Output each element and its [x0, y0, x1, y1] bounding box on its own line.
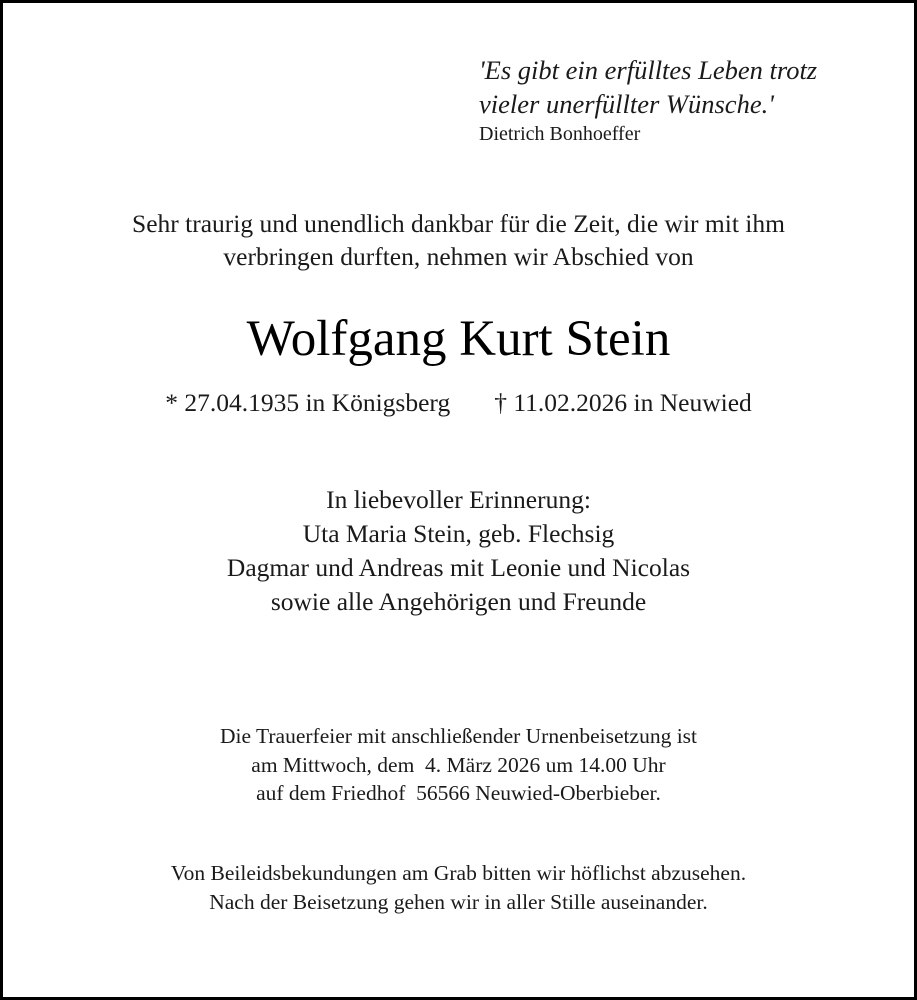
deceased-name: Wolfgang Kurt Stein: [246, 311, 671, 367]
death-date: † 11.02.2026 in Neuwied: [494, 388, 752, 417]
mourner-line-2: Dagmar und Andreas mit Leonie und Nicolas: [226, 553, 691, 582]
quote-line-2: vieler unerfüllter Wünsche.': [479, 89, 774, 119]
mourners-block: [3, 483, 914, 619]
closing-line-1: Von Beileidsbekundungen am Grab bitten wir höflichst abzusehen.: [170, 861, 747, 885]
intro-text: [3, 207, 914, 273]
mourner-line-1: Uta Maria Stein, geb. Flechsig: [302, 519, 615, 548]
intro-line-2: verbringen durften, nehmen wir Abschied von: [223, 242, 694, 271]
service-info: [3, 722, 914, 808]
intro-line-1: Sehr traurig und unendlich dankbar für die Zeit, die wir mit ihm: [132, 209, 785, 238]
life-dates: [3, 386, 914, 420]
mourner-line-3: sowie alle Angehörigen und Freunde: [270, 587, 647, 616]
closing-line-2: Nach der Beisetzung gehen wir in aller Stille auseinander.: [209, 889, 708, 914]
mourners-heading: In liebevoller Erinnerung:: [326, 485, 591, 514]
service-line-3: auf dem Friedhof 56566 Neuwied-Oberbieber.: [256, 781, 661, 805]
quote-block: [479, 53, 899, 147]
birth-date: * 27.04.1935 in Königsberg: [165, 388, 451, 417]
service-line-2: am Mittwoch, dem 4. März 2026 um 14.00 Uhr: [251, 752, 666, 777]
closing-note: [3, 859, 914, 916]
service-line-1: Die Trauerfeier mit anschließender Urnenbeisetzung ist: [219, 724, 698, 748]
quote-line-1: 'Es gibt ein erfülltes Leben trotz: [479, 55, 818, 85]
quote-author: Dietrich Bonhoeffer: [479, 123, 641, 145]
